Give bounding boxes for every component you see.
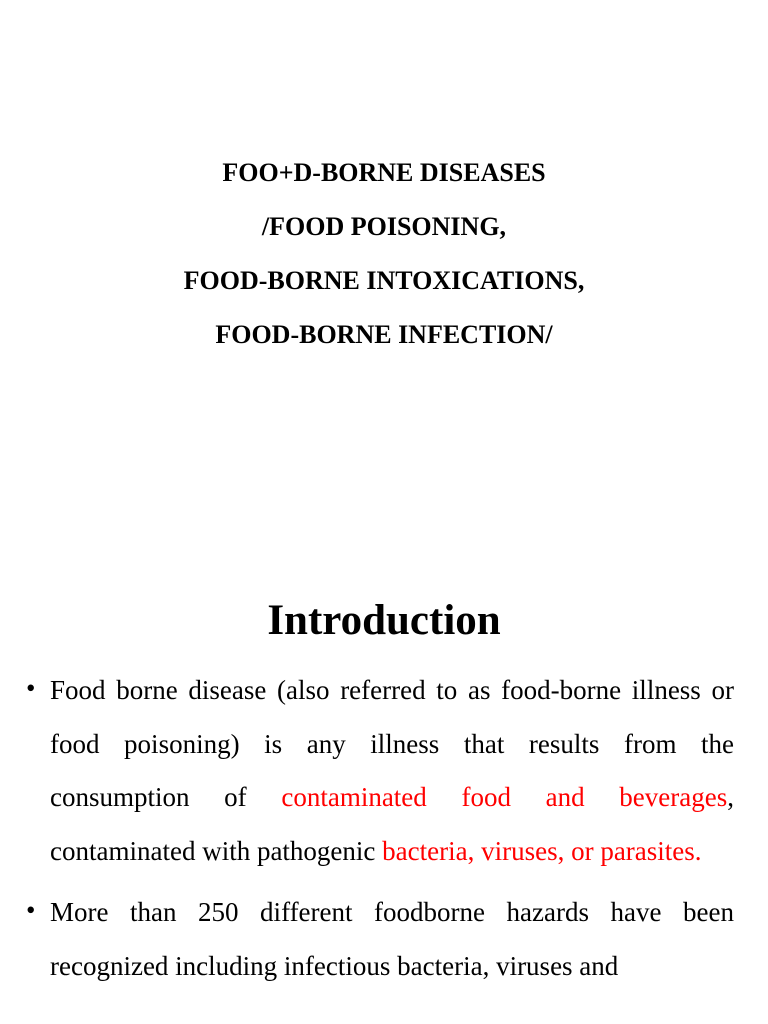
bullet-item-1 — [26, 664, 734, 878]
bullet-item-2 — [26, 886, 734, 993]
title-line-1: FOO+D-BORNE DISEASES — [222, 158, 546, 187]
title-line-2: /FOOD POISONING, — [261, 212, 507, 241]
bullet-1-text-2: , contaminated with pathogenic — [50, 782, 734, 866]
document-title — [0, 146, 768, 362]
bullet-2-text-1: More than 250 different foodborne hazards have been recognized including infectious bacteria, viruses and — [50, 897, 734, 981]
bullet-list — [26, 664, 734, 1001]
title-line-3: FOOD-BORNE INTOXICATIONS, — [183, 266, 585, 295]
section-heading: Introduction — [267, 597, 501, 644]
bullet-1-text-1: Food borne disease (also referred to as food-borne illness or food poisoning) is any illness that results from the consumption of — [50, 675, 734, 812]
bullet-1-highlight-1: contaminated food and beverages — [281, 782, 728, 812]
title-line-4: FOOD-BORNE INFECTION/ — [215, 320, 553, 349]
bullet-marker: • — [26, 895, 36, 925]
bullet-1-highlight-2: bacteria, viruses, or parasites. — [382, 835, 702, 866]
bullet-marker: • — [26, 673, 36, 703]
